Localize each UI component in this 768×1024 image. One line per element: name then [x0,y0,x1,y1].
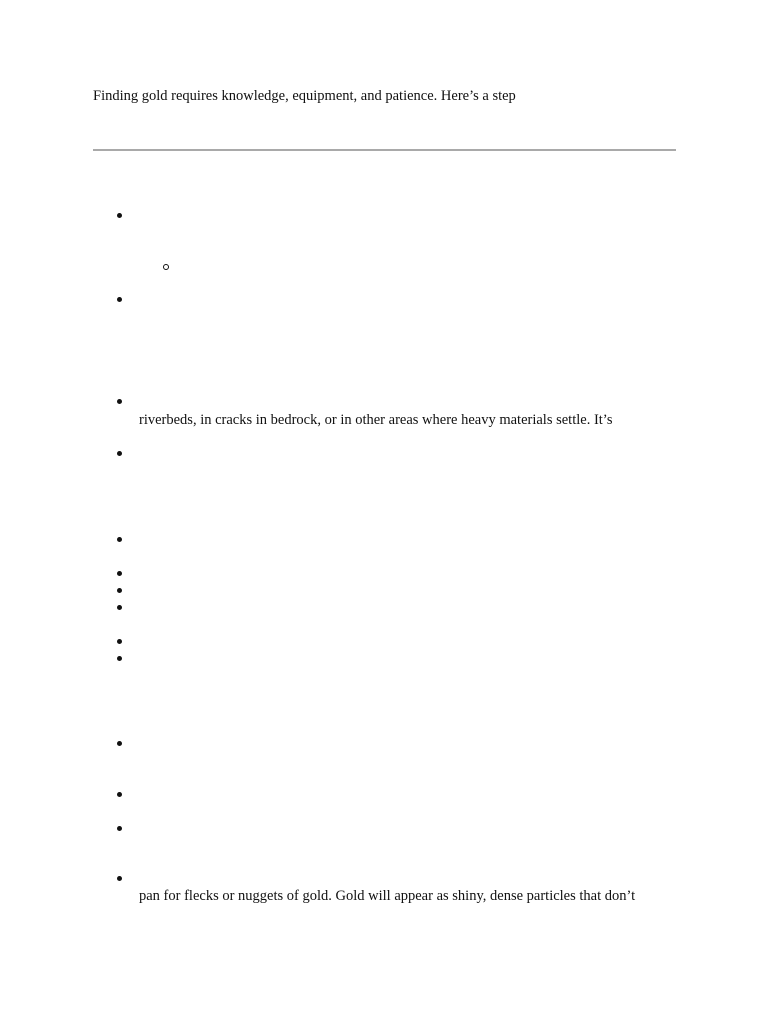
bullet-dot-icon [117,792,122,797]
horizontal-divider [93,149,676,151]
list-bullet [115,566,123,584]
bullet-dot-icon [117,826,122,831]
bullet-ring-icon [163,264,169,270]
bullet-dot-icon [117,656,122,661]
list-bullet [115,532,123,550]
list-bullet [115,871,123,889]
list-bullet [115,821,123,839]
bullet-dot-icon [117,588,122,593]
intro-paragraph: Finding gold requires knowledge, equipment, and patience. Here’s a step [93,88,516,104]
bullet-dot-icon [117,605,122,610]
list-bullet [115,446,123,464]
list-bullet [115,600,123,618]
list-bullet [115,787,123,805]
list-item-text-riverbeds: riverbeds, in cracks in bedrock, or in other areas where heavy materials settle. It’s [139,412,613,428]
bullet-dot-icon [117,297,122,302]
bullet-dot-icon [117,537,122,542]
list-bullet [115,394,123,412]
list-bullet [115,736,123,754]
bullet-dot-icon [117,741,122,746]
list-item-text-pan: pan for flecks or nuggets of gold. Gold will appear as shiny, dense particles that don’t [139,888,636,904]
bullet-dot-icon [117,451,122,456]
bullet-dot-icon [117,876,122,881]
bullet-dot-icon [117,639,122,644]
list-sub-bullet [162,259,170,277]
bullet-dot-icon [117,399,122,404]
list-bullet [115,634,123,652]
bullet-dot-icon [117,571,122,576]
list-bullet [115,583,123,601]
list-bullet [115,292,123,310]
bullet-dot-icon [117,213,122,218]
list-bullet [115,651,123,669]
list-bullet [115,208,123,226]
